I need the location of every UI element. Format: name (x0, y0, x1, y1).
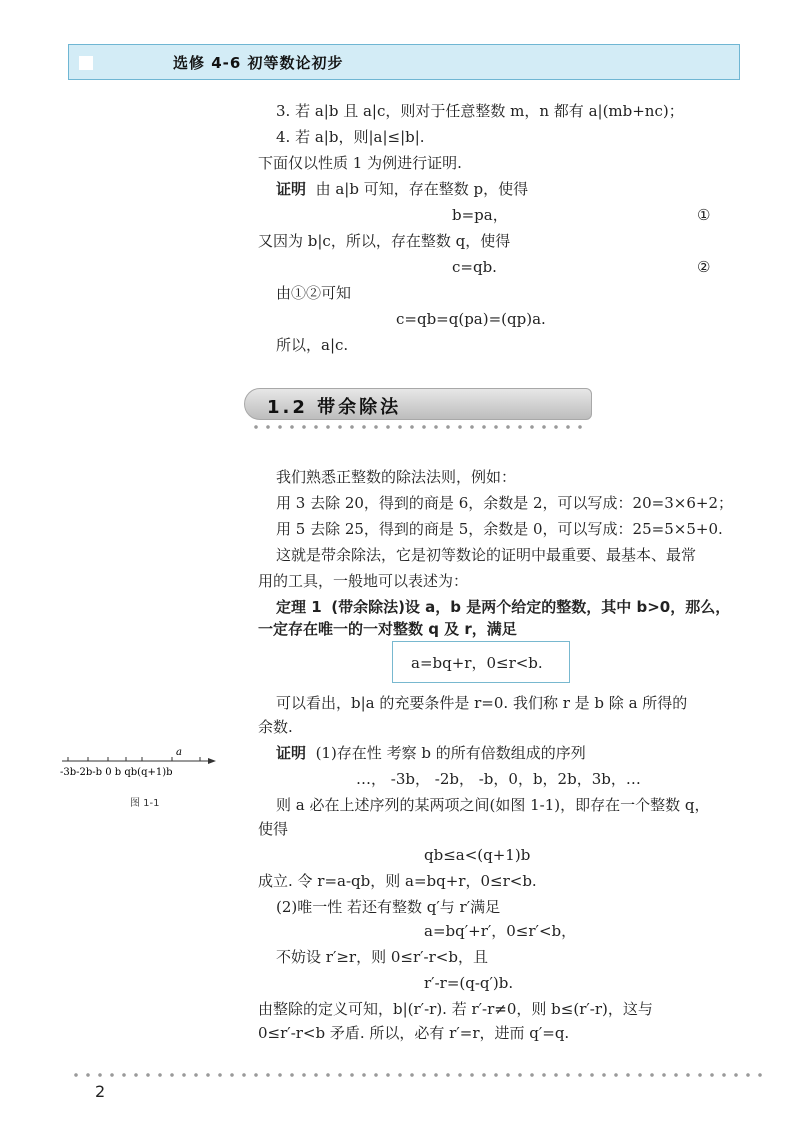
number-line-arrow-icon (208, 758, 216, 764)
theorem-line-2: 一定存在唯一的一对整数 q 及 r，满足 (258, 620, 517, 638)
para-14: 0≤r′-r<b 矛盾. 所以，必有 r′=r，进而 q′=q. (258, 1024, 570, 1042)
proof-line-2: 又因为 b|c，所以，存在整数 q，使得 (258, 232, 511, 250)
theorem-label: 定理 1 (276, 598, 322, 616)
page-header-bar (68, 44, 740, 80)
equation-1-number: ① (697, 206, 711, 224)
figure-caption: 图 1-1 (130, 798, 160, 809)
inequality: qb≤a<(q+1)b (424, 846, 531, 864)
proof2-label: 证明 (276, 744, 307, 762)
property-4: 4. 若 a|b，则|a|≤|b|. (276, 128, 425, 146)
equation-2-number: ② (697, 258, 711, 276)
equation-1: b=pa， (452, 206, 508, 224)
header-square-icon (79, 56, 93, 70)
theorem-line-1 (276, 596, 730, 618)
theorem-formula-box (392, 641, 570, 683)
para-4: 这就是带余除法，它是初等数论的证明中最重要、最基本、最常 (276, 546, 697, 564)
header-title: 选修 4-6 初等数论初步 (173, 54, 344, 72)
para-6: 可以看出，b|a 的充要条件是 r=0. 我们称 r 是 b 除 a 所得的 (276, 694, 688, 712)
para-2: 用 3 去除 20，得到的商是 6，余数是 2，可以写成：20=3×6+2； (276, 494, 733, 512)
proof-conclusion: 所以，a|c. (276, 336, 349, 354)
para-7: 余数. (258, 718, 293, 736)
proof-intro: 下面仅以性质 1 为例进行证明. (258, 154, 462, 172)
theorem-text: (带余除法)设 a，b 是两个给定的整数，其中 b>0，那么， (331, 598, 731, 616)
equation-2: c=qb. (452, 258, 497, 276)
property-3: 3. 若 a|b 且 a|c，则对于任意整数 m，n 都有 a|(mb+nc)； (276, 102, 684, 120)
section-heading-bar (244, 388, 592, 420)
proof2-text: (1)存在性 考察 b 的所有倍数组成的序列 (315, 744, 586, 762)
para-12: 不妨设 r′≥r，则 0≤r′-r<b，且 (276, 948, 488, 966)
proof-line-3: 由①②可知 (276, 284, 352, 302)
proof-label: 证明 (276, 180, 307, 198)
point-a-label: a (176, 747, 182, 758)
para-8: 则 a 必在上述序列的某两项之间(如图 1-1)，即存在一个整数 q， (276, 796, 710, 814)
axis-labels: -3b-2b-b 0 b qb(q+1)b (60, 767, 173, 778)
theorem-formula: a=bq+r，0≤r<b. (411, 654, 543, 672)
para-11: (2)唯一性 若还有整数 q′与 r′满足 (276, 898, 501, 916)
equation-3: c=qb=q(pa)=(qp)a. (396, 310, 546, 328)
para-5: 用的工具，一般地可以表述为： (258, 572, 469, 590)
para-13: 由整除的定义可知，b|(r′-r). 若 r′-r≠0，则 b≤(r′-r)，这与 (258, 1000, 653, 1018)
multiples-sequence: …， -3b， -2b， -b，0，b，2b，3b，… (356, 770, 641, 788)
equation-4: a=bq′+r′，0≤r′<b， (424, 922, 577, 940)
proof-text-1: 由 a|b 可知，存在整数 p，使得 (315, 180, 529, 198)
para-10: 成立. 令 r=a-qb，则 a=bq+r，0≤r<b. (258, 872, 537, 890)
proof2-line-1 (276, 742, 586, 764)
para-3: 用 5 去除 25，得到的商是 5，余数是 0，可以写成：25=5×5+0. (276, 520, 723, 538)
footer-dotted-rule (70, 1072, 770, 1078)
para-9: 使得 (258, 820, 289, 838)
para-1: 我们熟悉正整数的除法法则，例如： (276, 468, 517, 486)
section-title: 1.2 带余除法 (267, 397, 402, 418)
section-dotted-rule (250, 424, 590, 430)
equation-5: r′-r=(q-q′)b. (424, 974, 514, 992)
page-number: 2 (95, 1082, 106, 1101)
proof-line-1 (276, 178, 528, 200)
